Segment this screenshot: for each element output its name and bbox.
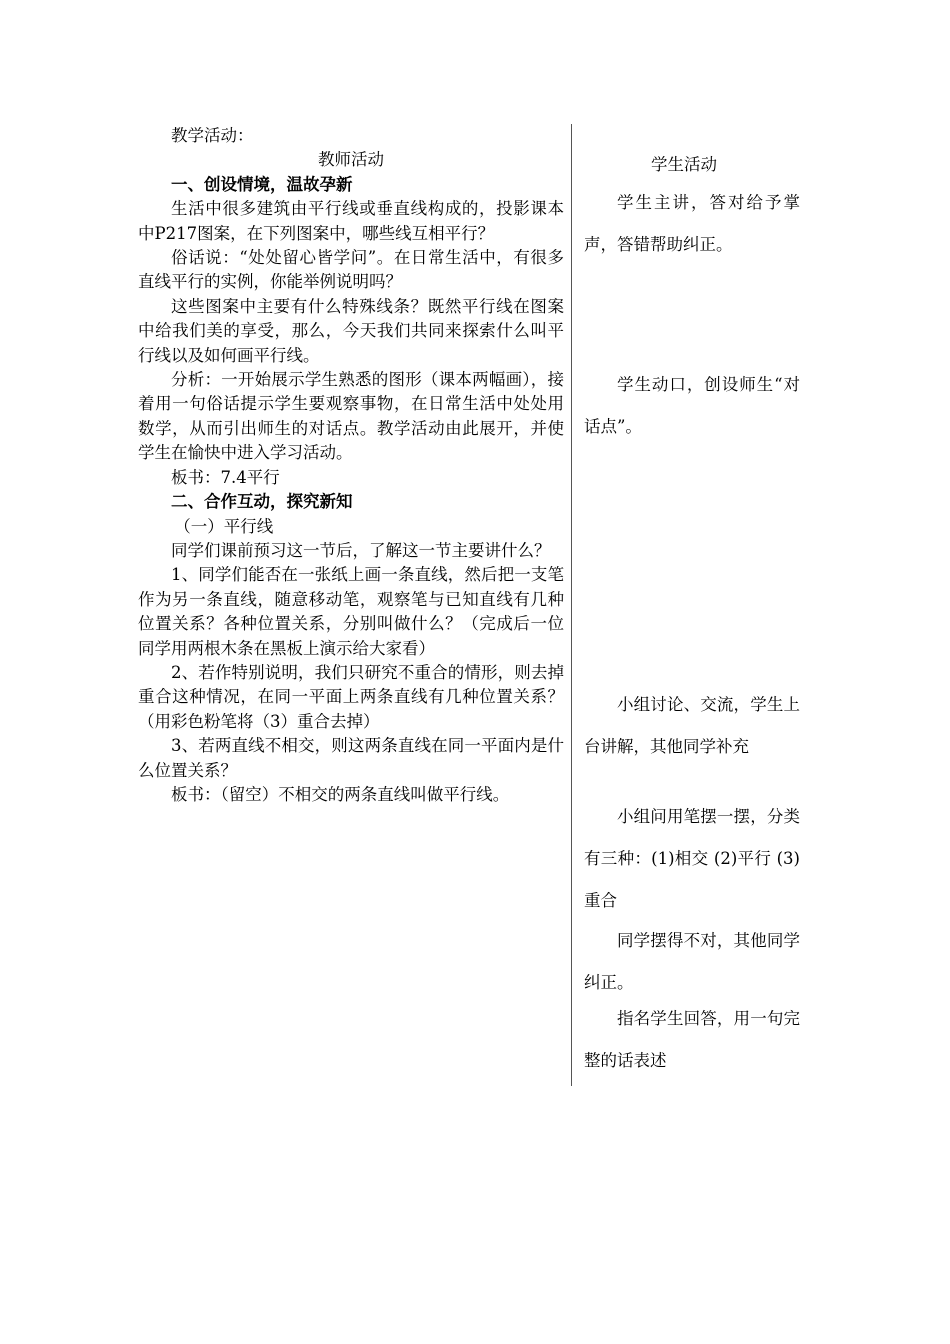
section-2-heading: 二、合作互动，探究新知 xyxy=(171,492,353,512)
teacher-activity-title: 教师活动 xyxy=(318,150,384,170)
student-note-6-text: 指名学生回答，用一句完整的话表述 xyxy=(584,1009,800,1070)
section-1-heading: 一、创设情境，温故孕新 xyxy=(171,174,353,194)
paragraph-1: 生活中很多建筑由平行线或垂直线构成的，投影课本中P217图案，在下列图案中，哪些线互相平行？ xyxy=(138,199,564,243)
subsection-parallel-lines: （一）平行线 xyxy=(174,516,274,536)
student-note-3-text: 小组讨论、交流，学生上台讲解，其他同学补充 xyxy=(584,695,800,756)
column-divider xyxy=(571,124,572,1086)
student-note-4-text: 小组问用笔摆一摆，分类有三种：(1)相交 (2)平行 (3)重合 xyxy=(584,807,800,910)
student-note-4 xyxy=(584,796,800,922)
paragraph-3: 这些图案中主要有什么特殊线条？既然平行线在图案中给我们美的享受，那么，今天我们共同来探索什么叫平行线以及如何画平行线。 xyxy=(138,296,564,365)
board-note-2: 板书：（留空）不相交的两条直线叫做平行线。 xyxy=(171,784,510,804)
paragraph-7: 2、若作特别说明，我们只研究不重合的情形，则去掉重合这种情况，在同一平面上两条直线有几种位置关系？（用彩色粉笔将（3）重合去掉） xyxy=(138,662,564,731)
student-note-2 xyxy=(584,364,800,448)
board-note-1: 板书：7.4平行 xyxy=(171,467,280,487)
paragraph-analysis: 分析：一开始展示学生熟悉的图形（课本两幅画），接着用一句俗话提示学生要观察事物，在日常生活中处处用数学，从而引出师生的对话点。教学活动由此展开，并使学生在愉快中进入学习活动。 xyxy=(138,370,564,463)
student-note-3 xyxy=(584,684,800,768)
student-note-6 xyxy=(584,998,800,1082)
student-note-5-text: 同学摆得不对，其他同学纠正。 xyxy=(584,931,800,992)
student-note-1-text: 学生主讲，答对给予掌声，答错帮助纠正。 xyxy=(584,193,800,254)
student-note-2-text: 学生动口，创设师生“对话点”。 xyxy=(584,375,800,436)
student-note-1 xyxy=(584,182,800,266)
student-activity-title: 学生活动 xyxy=(651,155,717,174)
teacher-activity-column xyxy=(138,124,564,807)
paragraph-5: 同学们课前预习这一节后，了解这一节主要讲什么？ xyxy=(171,540,551,560)
student-note-5 xyxy=(584,920,800,1004)
paragraph-8: 3、若两直线不相交，则这两条直线在同一平面内是什么位置关系？ xyxy=(138,736,564,780)
teaching-activity-label: 教学活动： xyxy=(171,126,254,145)
paragraph-2: 俗话说：“处处留心皆学问”。在日常生活中，有很多直线平行的实例，你能举例说明吗？ xyxy=(138,248,564,292)
paragraph-6: 1、同学们能否在一张纸上画一条直线，然后把一支笔作为另一条直线，随意移动笔，观察笔与已知直线有几种位置关系？各种位置关系，分别叫做什么？（完成后一位同学用两根木条在黑板上演示给大家看） xyxy=(138,565,564,658)
